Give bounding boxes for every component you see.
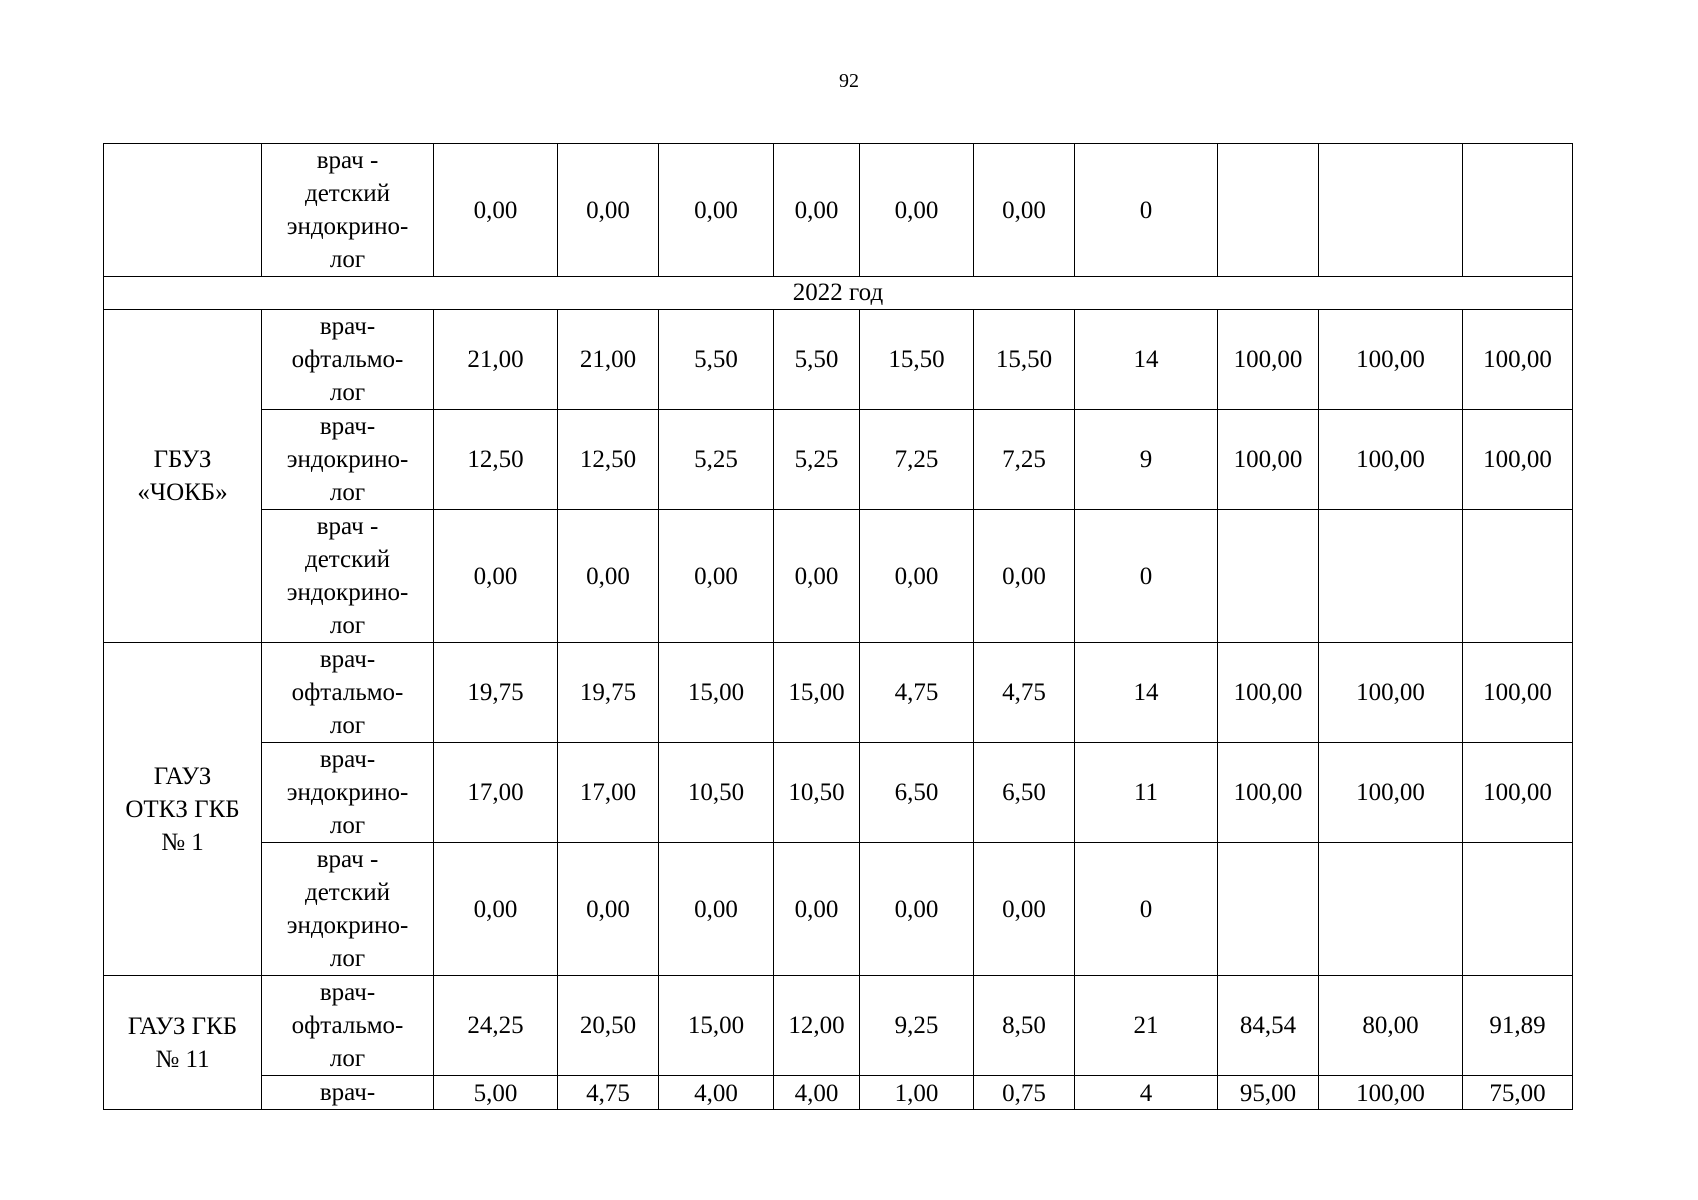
value-cell: 15,00 [774,643,860,743]
value-cell: 4,00 [774,1076,860,1110]
cell-text-line: № 1 [161,828,204,856]
value-cell: 9 [1075,410,1218,510]
cell-text-line: врач - [316,846,379,873]
value-cell: 0,75 [974,1076,1075,1110]
value-cell [1319,843,1463,976]
cell-text-line: детский [304,180,391,207]
value-cell: 0,00 [558,510,659,643]
table-row [104,310,1573,410]
value-cell: 12,50 [558,410,659,510]
cell-text-line: ГАУЗ [153,762,212,790]
cell-text-line: ГБУЗ [153,446,212,473]
value-cell: 6,50 [974,743,1075,843]
cell-text-line: эндокрино- [286,213,409,240]
cell-text-line: лог [329,945,366,972]
value-cell [1463,843,1573,976]
value-cell: 10,50 [659,743,774,843]
cell-text-line: «ЧОКБ» [137,479,228,506]
cell-text-line: ОТКЗ ГКБ [125,795,240,823]
value-cell: 5,50 [659,310,774,410]
value-cell: 15,00 [659,976,774,1076]
value-cell: 10,50 [774,743,860,843]
value-cell: 7,25 [974,410,1075,510]
value-cell: 0,00 [974,510,1075,643]
value-cell: 100,00 [1319,410,1463,510]
value-cell: 100,00 [1218,410,1319,510]
org-cell [104,310,262,643]
table-row [104,510,1573,643]
table-row [104,144,1573,277]
value-cell: 21 [1075,976,1218,1076]
value-cell: 0,00 [659,510,774,643]
doctor-cell [262,410,434,510]
table-row [104,410,1573,510]
value-cell: 12,00 [774,976,860,1076]
year-cell: 2022 год [104,277,1573,310]
cell-text-line: врач- [319,646,376,673]
cell-text-line: врач- [319,313,376,340]
value-cell: 0,00 [774,843,860,976]
value-cell: 19,75 [558,643,659,743]
value-cell: 19,75 [434,643,558,743]
cell-text-line: лог [329,246,366,273]
table-body [104,144,1573,1110]
cell-text-line: лог [329,379,366,406]
value-cell: 100,00 [1319,310,1463,410]
value-cell: 91,89 [1463,976,1573,1076]
value-cell: 100,00 [1319,743,1463,843]
value-cell: 100,00 [1218,743,1319,843]
value-cell: 7,25 [860,410,974,510]
value-cell: 0,00 [659,843,774,976]
value-cell: 100,00 [1463,743,1573,843]
cell-text-line: врач- [319,746,376,773]
cell-text-line: детский [304,546,391,573]
value-cell: 0,00 [774,144,860,277]
doctor-cell [262,843,434,976]
table-row [104,976,1573,1076]
value-cell: 11 [1075,743,1218,843]
value-cell: 0 [1075,144,1218,277]
doctor-cell [262,743,434,843]
value-cell: 95,00 [1218,1076,1319,1110]
value-cell: 100,00 [1218,643,1319,743]
value-cell: 4,00 [659,1076,774,1110]
value-cell: 0,00 [860,144,974,277]
value-cell: 4,75 [558,1076,659,1110]
value-cell: 100,00 [1319,643,1463,743]
value-cell: 17,00 [434,743,558,843]
org-cell [104,643,262,976]
value-cell: 0,00 [434,843,558,976]
value-cell: 100,00 [1463,310,1573,410]
org-cell [104,976,262,1110]
value-cell: 84,54 [1218,976,1319,1076]
table-row [104,1076,1573,1110]
cell-text-line: лог [329,1045,366,1072]
doctor-cell [262,310,434,410]
doctor-cell [262,510,434,643]
value-cell [1463,144,1573,277]
cell-text-line: ГАУЗ ГКБ [127,1012,238,1040]
value-cell: 100,00 [1218,310,1319,410]
value-cell: 14 [1075,643,1218,743]
value-cell: 4 [1075,1076,1218,1110]
value-cell: 0,00 [774,510,860,643]
value-cell: 0 [1075,843,1218,976]
value-cell: 5,25 [774,410,860,510]
cell-text-line: эндокрино- [286,579,409,606]
cell-text-line: лог [329,479,366,506]
cell-text-line: № 11 [155,1045,210,1073]
cell-text-line: лог [329,812,366,839]
value-cell: 100,00 [1463,643,1573,743]
value-cell: 0 [1075,510,1218,643]
value-cell: 4,75 [860,643,974,743]
value-cell: 9,25 [860,976,974,1076]
value-cell: 4,75 [974,643,1075,743]
cell-text-line: врач - [316,147,379,174]
value-cell: 0,00 [558,144,659,277]
value-cell: 21,00 [558,310,659,410]
cell-text-line: лог [329,612,366,639]
value-cell [1218,843,1319,976]
cell-text-line: детский [304,879,391,906]
value-cell: 0,00 [974,843,1075,976]
org-cell [104,144,262,277]
value-cell [1319,144,1463,277]
cell-text-line: эндокрино- [286,912,409,939]
value-cell: 0,00 [860,843,974,976]
value-cell [1218,510,1319,643]
value-cell: 20,50 [558,976,659,1076]
value-cell: 0,00 [974,144,1075,277]
page-number: 92 [839,70,859,92]
cell-text-line: лог [329,712,366,739]
value-cell: 15,50 [974,310,1075,410]
value-cell: 5,00 [434,1076,558,1110]
cell-text-line: врач- [319,1079,376,1106]
cell-text-line: эндокрино- [286,446,409,473]
value-cell: 17,00 [558,743,659,843]
value-cell: 15,00 [659,643,774,743]
value-cell: 0,00 [659,144,774,277]
value-cell: 0,00 [434,510,558,643]
value-cell [1218,144,1319,277]
doctor-cell [262,643,434,743]
value-cell: 8,50 [974,976,1075,1076]
value-cell [1463,510,1573,643]
value-cell: 100,00 [1319,1076,1463,1110]
value-cell: 80,00 [1319,976,1463,1076]
staffing-table [103,143,1573,1110]
cell-text-line: врач - [316,513,379,540]
value-cell: 0,00 [434,144,558,277]
cell-text-line: эндокрино- [286,779,409,806]
value-cell: 1,00 [860,1076,974,1110]
table-row [104,743,1573,843]
value-cell: 14 [1075,310,1218,410]
value-cell [1319,510,1463,643]
cell-text-line: врач- [319,413,376,440]
value-cell: 0,00 [558,843,659,976]
year-row [104,277,1573,310]
table-row [104,643,1573,743]
value-cell: 12,50 [434,410,558,510]
cell-text-line: офтальмо- [291,1012,404,1039]
value-cell: 100,00 [1463,410,1573,510]
value-cell: 5,25 [659,410,774,510]
cell-text-line: офтальмо- [291,346,404,373]
value-cell: 75,00 [1463,1076,1573,1110]
value-cell: 0,00 [860,510,974,643]
value-cell: 24,25 [434,976,558,1076]
cell-text-line: офтальмо- [291,679,404,706]
doctor-cell [262,1076,434,1110]
table-row [104,843,1573,976]
value-cell: 6,50 [860,743,974,843]
cell-text-line: врач- [319,979,376,1006]
value-cell: 5,50 [774,310,860,410]
doctor-cell [262,144,434,277]
value-cell: 15,50 [860,310,974,410]
doctor-cell [262,976,434,1076]
value-cell: 21,00 [434,310,558,410]
